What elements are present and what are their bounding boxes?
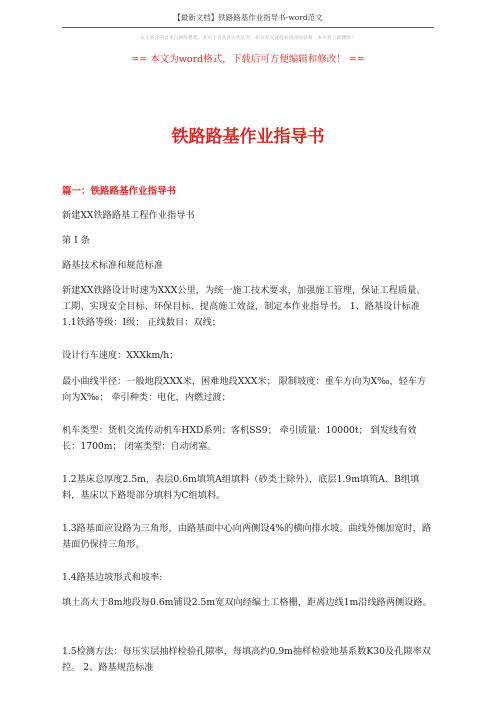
paragraph-locomotive: 机车类型：货机交流传动机车HXD系列；客机SS9； 牵引质量：10000t； 到发线有效长：1700m； 闭塞类型：自动闭塞。 (62, 425, 417, 452)
paragraph-subgrade-surface: 1.3路基面应设路为三角形，由路基面中心向两侧设4%的横向排水坡。曲线外侧加宽时，路基面仍保持三角形。 (62, 523, 432, 550)
header-divider (62, 27, 434, 28)
page-header-title: 【最新文档】铁路路基作业指导书-word范文 (173, 13, 323, 22)
document-title: 铁路路基作业指导书 (171, 127, 325, 147)
section-heading: 篇一：铁路路基作业指导书 (62, 186, 177, 197)
disclaimer-text: 本文部分内容来自网络整理，本司不为其真实性负责，如有异议或侵权请及时联系，本司将立即删除！ (140, 36, 356, 41)
paragraph-standards-heading: 路基技术标准和规范标准 (62, 260, 164, 271)
format-notice: == 本文为word格式，下载后可方便编辑和修改！ == (131, 54, 365, 65)
paragraph-curve-radius: 最小曲线半径：一般地段XXX米，困难地段XXX米； 限制坡度：重车方向为X‰，轻车方向为X‰； 牵引种类：电化，内燃过渡； (62, 376, 427, 403)
paragraph-project-title: 新建XX铁路路基工程作业指导书 (62, 210, 195, 221)
paragraph-testing-method: 1.5检测方法：每压实层抽样检验孔隙率，每填高约0.9m抽样检验地基系数K30及孔隙率双控。 2、路基规范标准 (62, 646, 431, 673)
paragraph-design-speed: 设计行车速度：XXXkm/h； (62, 350, 179, 361)
paragraph-subgrade-thickness: 1.2基床总厚度2.5m，表层0.6m填筑A组填料（砂类土除外），底层1.9m填筑A、B组填料，基床以下路堤部分填料为C组填料。 (62, 474, 420, 501)
paragraph-article-number: 第 I 条 (62, 235, 90, 246)
paragraph-slope-heading: 1.4路基边坡形式和坡率: (62, 572, 163, 583)
paragraph-intro: 新建XX铁路设计时速为XXX公里，为统一施工技术要求，加强施工管理，保证工程质量、工期、实现安全目标、环保目标、提高施工效益，制定本作业指导书。 1、路基设计标准 1.1铁路等级：Ⅰ级； 正线数目：双线； (62, 285, 426, 328)
paragraph-geogrid: 填土高大于8m地段每0.6m铺设2.5m宽双向经编土工格栅，距离边线1m沿线路两侧设路。 (62, 597, 432, 608)
